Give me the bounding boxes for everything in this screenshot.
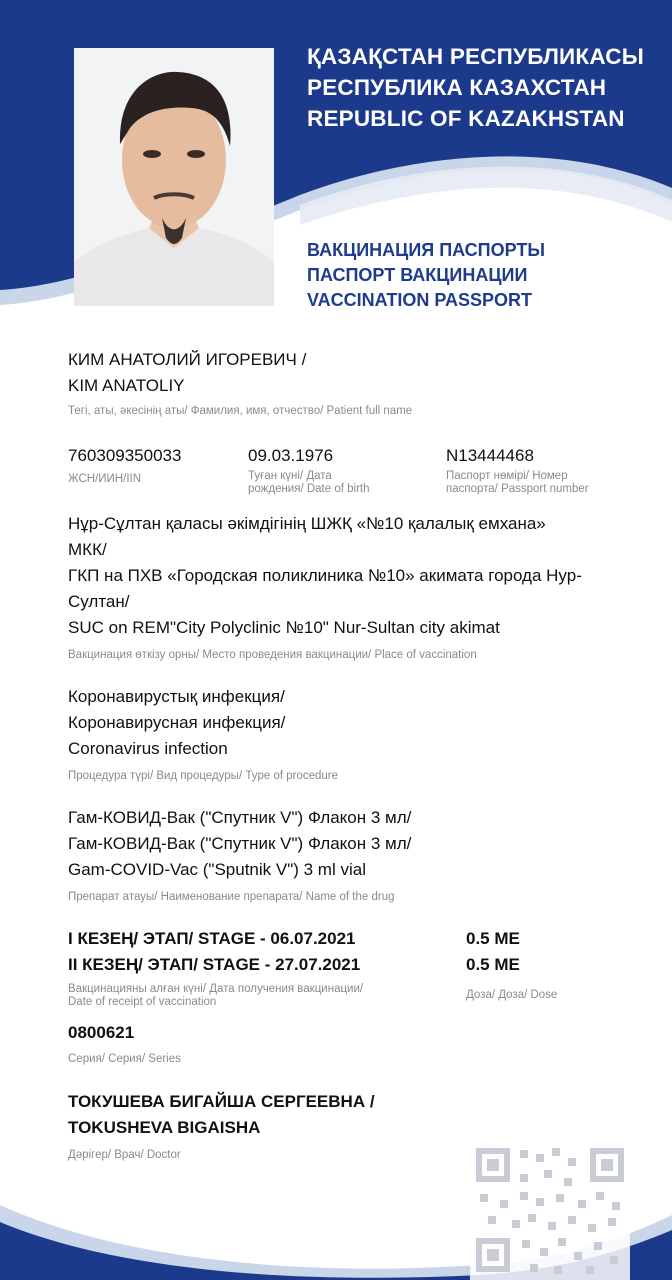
dose-2: 0.5 МЕ [466,955,520,974]
place-line-1: Нұр-Сұлтан қаласы әкімдігінің ШЖҚ «№10 қалалық емхана» [68,514,546,533]
place-line-4: Султан/ [68,592,130,611]
dob-value: 09.03.1976 [248,446,334,465]
place-line-3: ГКП на ПХВ «Городская поликлиника №10» акимата города Нур- [68,566,582,585]
country-line-en: REPUBLIC OF KAZAKHSTAN [307,106,625,131]
iin-value: 760309350033 [68,446,182,465]
drug-section [68,805,411,904]
country-line-ru: РЕСПУБЛИКА КАЗАХСТАН [307,75,607,100]
stage-1: I КЕЗЕҢ/ ЭТАП/ STAGE - 06.07.2021 [68,929,356,948]
procedure-line-kz: Коронавирустық инфекция/ [68,687,285,706]
patient-name-label: Тегі, аты, әкесінің аты/ Фамилия, имя, отчество/ Patient full name [68,405,413,417]
patient-name-en: KIM ANATOLIY [68,376,185,395]
dose-section [466,926,557,1002]
procedure-label: Процедура түрі/ Вид процедуры/ Type of procedure [68,770,339,782]
patient-name-ru: КИМ АНАТОЛИЙ ИГОРЕВИЧ / [68,350,307,369]
place-line-5: SUC on REM"City Polyclinic №10" Nur-Sultan city akimat [68,618,500,637]
doctor-section [68,1089,375,1162]
iin-label: ЖСН/ИИН/IIN [68,473,142,485]
dob-label-line1: Туған күні/ Дата [248,470,332,482]
dob-label-line2: рождения/ Date of birth [248,483,370,495]
drug-line-kz: Гам-КОВИД-Вак ("Спутник V") Флакон 3 мл/ [68,808,412,827]
place-line-2: МКК/ [68,540,107,559]
passport-field [446,443,589,496]
series-section [68,1020,181,1066]
patient-photo [74,48,274,306]
drug-line-ru: Гам-КОВИД-Вак ("Спутник V") Флакон 3 мл/ [68,834,412,853]
passport-label-line2: паспорта/ Passport number [446,483,589,495]
passport-label-line1: Паспорт нөмірі/ Номер [446,470,568,482]
dose-1: 0.5 МЕ [466,929,520,948]
country-title [307,41,644,134]
series-label: Серия/ Серия/ Series [68,1053,181,1065]
stage-2: II КЕЗЕҢ/ ЭТАП/ STAGE - 27.07.2021 [68,955,361,974]
drug-line-en: Gam-COVID-Vac ("Sputnik V") 3 ml vial [68,860,366,879]
stages-section [68,926,363,1009]
document-title [307,238,545,313]
place-label: Вакцинация өткізу орны/ Место проведения вакцинации/ Place of vaccination [68,649,477,661]
procedure-line-ru: Коронавирусная инфекция/ [68,713,286,732]
iin-field [68,443,181,486]
stage-label-line1: Вакцинацияны алған күні/ Дата получения вакцинации/ [68,983,364,995]
title-line-ru: ПАСПОРТ ВАКЦИНАЦИИ [307,265,528,285]
title-line-en: VACCINATION PASSPORT [307,290,533,310]
dob-field [248,443,370,496]
drug-label: Препарат атауы/ Наименование препарата/ Name of the drug [68,891,395,903]
doctor-name-ru: ТОКУШЕВА БИГАЙША СЕРГЕЕВНА / [68,1092,375,1111]
doctor-name-en: TOKUSHEVA BIGAISHA [68,1118,261,1137]
series-value: 0800621 [68,1023,135,1042]
stage-label-line2: Date of receipt of vaccination [68,996,217,1008]
place-section [68,511,582,662]
dose-label: Доза/ Доза/ Dose [466,989,558,1001]
procedure-section [68,684,338,783]
passport-value: N13444468 [446,446,534,465]
title-line-kz: ВАКЦИНАЦИЯ ПАСПОРТЫ [307,240,546,260]
country-line-kz: ҚАЗАҚСТАН РЕСПУБЛИКАСЫ [307,44,644,69]
procedure-line-en: Coronavirus infection [68,739,228,758]
qr-code [470,1140,630,1280]
doctor-label: Дәрігер/ Врач/ Doctor [68,1149,181,1161]
patient-name-section [68,347,412,418]
